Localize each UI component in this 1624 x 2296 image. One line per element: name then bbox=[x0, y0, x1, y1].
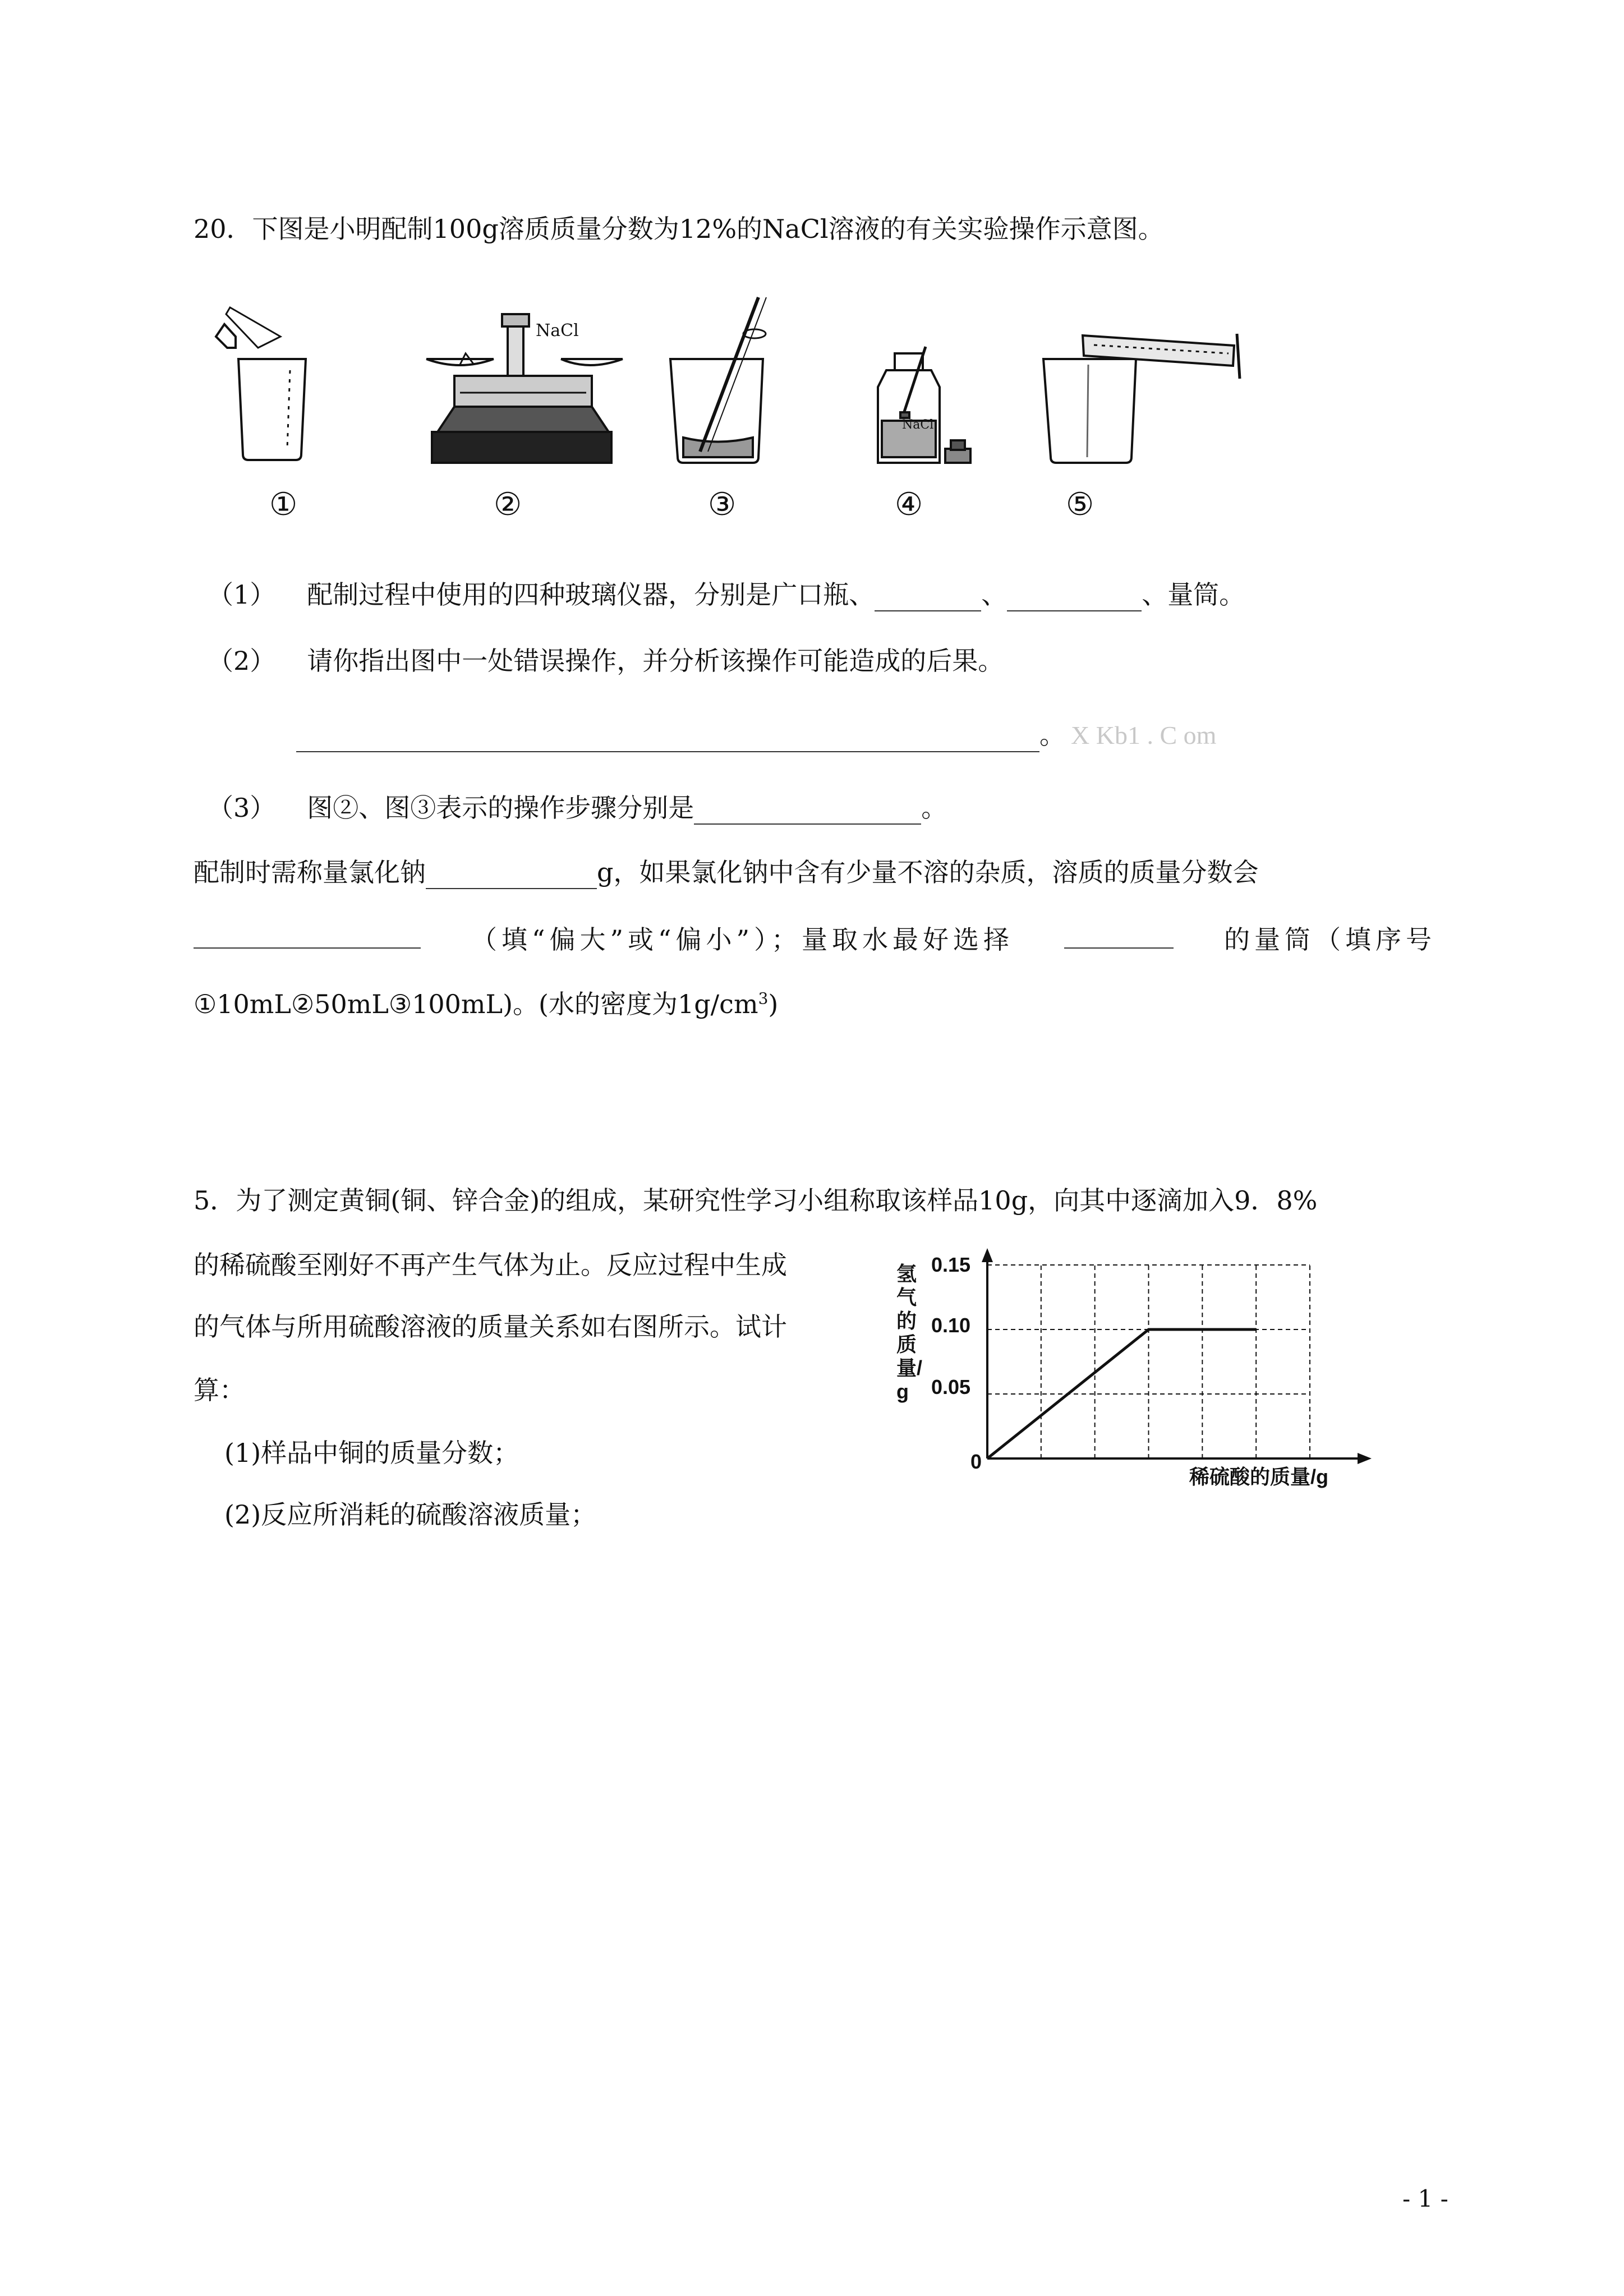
reagent-bottle-icon bbox=[878, 347, 970, 463]
part3-number: （3） bbox=[208, 793, 276, 823]
chart-plot bbox=[886, 1251, 1391, 1503]
q5-line2: 的稀硫酸至刚好不再产生气体为止。反应过程中生成 bbox=[194, 1250, 787, 1280]
q5-line4: 算： bbox=[194, 1375, 245, 1405]
balance-icon bbox=[426, 314, 623, 463]
q20-part3 bbox=[208, 791, 947, 825]
line4-b: g，如果氯化钠中含有少量不溶的杂质，溶质的质量分数会 bbox=[597, 857, 1259, 887]
q20-part2 bbox=[208, 644, 1004, 678]
part1-blank-1[interactable] bbox=[875, 586, 981, 611]
part1-text-a: 配制过程中使用的四种玻璃仪器，分别是广口瓶、 bbox=[307, 579, 875, 610]
chart-xlabel: 稀硫酸的质量/g bbox=[1189, 1465, 1328, 1488]
beaker-with-paper-icon bbox=[216, 307, 306, 460]
fraction-effect-blank[interactable] bbox=[194, 923, 421, 949]
q5-sub2: (2)反应所消耗的硫酸溶液质量； bbox=[224, 1499, 597, 1530]
figure-label-3: ③ bbox=[708, 486, 737, 523]
part1-number: （1） bbox=[208, 579, 276, 610]
part1-sep: 、 bbox=[981, 579, 1007, 610]
part3-blank[interactable] bbox=[694, 799, 921, 825]
watermark-text: X Kb1 . C om bbox=[1071, 721, 1217, 749]
line5-b: 的量筒（填序号 bbox=[1223, 924, 1436, 955]
figure-label-4: ④ bbox=[895, 486, 923, 523]
q20-line6 bbox=[194, 987, 778, 1021]
part2-text: 请你指出图中一处错误操作，并分析该操作可能造成的后果。 bbox=[307, 646, 1004, 676]
part2-end: 。 bbox=[1039, 720, 1065, 750]
line6-a: ①10mL②50mL③100mL)。(水的密度为1g/cm bbox=[194, 989, 758, 1019]
line5-a: （填“偏大”或“偏小”）；量取水最好选择 bbox=[471, 924, 1014, 955]
figure-label-5: ⑤ bbox=[1066, 486, 1094, 523]
part3-text: 图②、图③表示的操作步骤分别是 bbox=[307, 793, 694, 823]
q5-line3: 的气体与所用硫酸溶液的质量关系如右图所示。试计 bbox=[194, 1312, 787, 1342]
balance-nacl-label: NaCl bbox=[536, 321, 579, 341]
stirring-beaker-icon bbox=[670, 297, 766, 463]
part1-text-b: 、量筒。 bbox=[1142, 579, 1245, 610]
chart-ytick-010: 0.10 bbox=[931, 1314, 971, 1337]
q20-title: 20．下图是小明配制100g溶质质量分数为12%的NaCl溶液的有关实验操作示意图。 bbox=[194, 214, 1164, 244]
chart-ytick-005: 0.05 bbox=[931, 1375, 971, 1398]
chart-ytick-015: 0.15 bbox=[931, 1253, 971, 1276]
q5-sub1: (1)样品中铜的质量分数； bbox=[224, 1438, 519, 1468]
part2-answer-blank[interactable] bbox=[296, 726, 1039, 752]
bottle-nacl-label: NaCl bbox=[902, 418, 934, 432]
chart-origin: 0 bbox=[970, 1450, 982, 1473]
q20-line4 bbox=[194, 855, 1258, 889]
q5-line1: 5．为了测定黄铜(铜、锌合金)的组成，某研究性学习小组称取该样品10g，向其中逐滴加入9．8% bbox=[194, 1185, 1318, 1216]
chart-ylabel: 氢气的质量/g bbox=[896, 1262, 923, 1403]
part3-end: 。 bbox=[921, 793, 947, 823]
figure-label-2: ② bbox=[494, 486, 522, 523]
part2-number: （2） bbox=[208, 646, 276, 676]
page-number: - 1 - bbox=[1402, 2185, 1448, 2212]
pouring-cylinder-icon bbox=[1043, 334, 1240, 463]
x-axis-arrow bbox=[1358, 1453, 1372, 1464]
nacl-mass-blank[interactable] bbox=[426, 863, 597, 889]
cylinder-choice-blank[interactable] bbox=[1064, 923, 1174, 949]
line4-a: 配制时需称量氯化钠 bbox=[194, 857, 426, 887]
q20-part2-answer bbox=[296, 718, 1216, 752]
line6-b: ) bbox=[768, 989, 779, 1019]
figure-label-1: ① bbox=[269, 486, 298, 523]
hydrogen-chart bbox=[886, 1251, 1391, 1503]
q20-part1 bbox=[208, 578, 1245, 611]
line6-sup: 3 bbox=[758, 989, 769, 1008]
q20-line5 bbox=[194, 923, 1436, 956]
part1-blank-2[interactable] bbox=[1007, 586, 1142, 611]
